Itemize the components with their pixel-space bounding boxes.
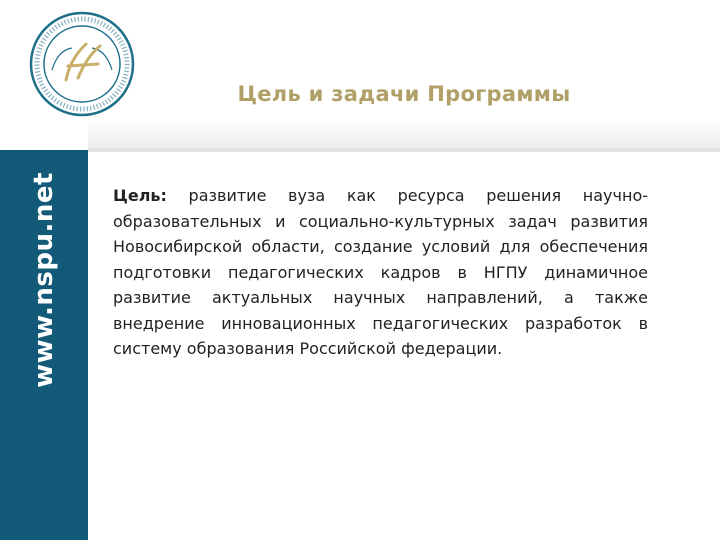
goal-paragraph [113, 183, 648, 362]
goal-label: Цель: [113, 186, 167, 205]
site-url: www.nspu.net [29, 172, 59, 388]
title-band [88, 118, 720, 150]
slide-title: Цель и задачи Программы [237, 82, 571, 106]
goal-text: развитие вуза как ресурса решения научно-образовательных и социально-культурных задач развития Новосибирской области, создание условий для обеспечения подготовки педагогических кадров в НГПУ динамичное развитие актуальных научных направлений, а также внедрение инновационных педагогических разработок в систему образования Российской федерации. [113, 186, 648, 358]
title-divider [88, 148, 720, 152]
